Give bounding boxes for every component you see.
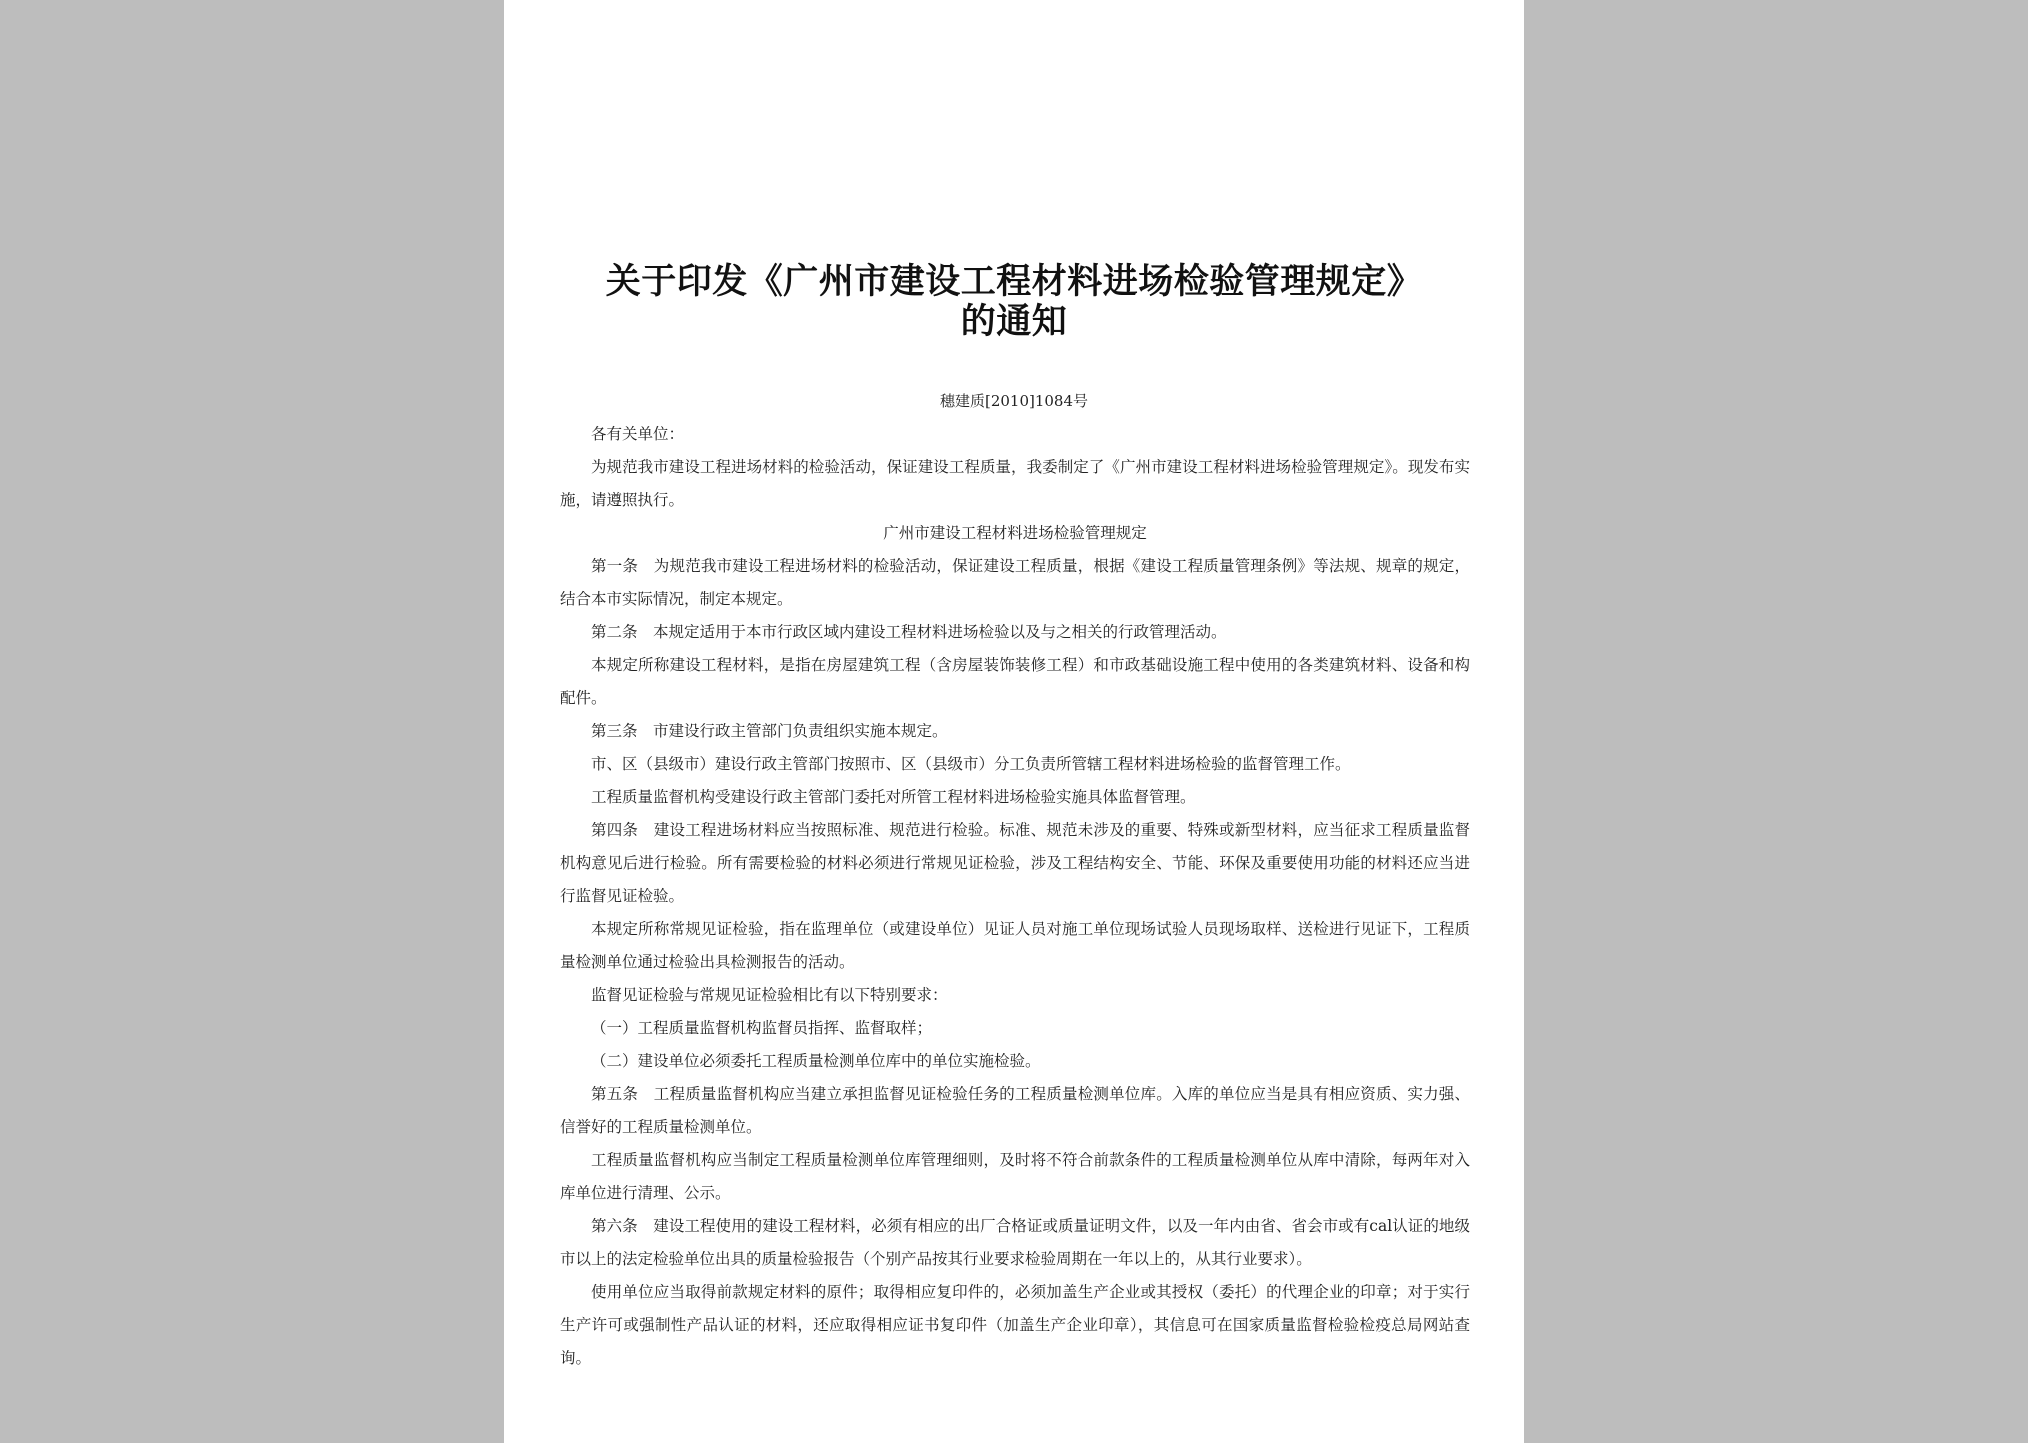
paragraph: 监督见证检验与常规见证检验相比有以下特别要求： <box>591 986 948 1004</box>
paragraph: 工程质量监督机构受建设行政主管部门委托对所管工程材料进场检验实施具体监督管理。 <box>591 788 1196 806</box>
regulation-title: 广州市建设工程材料进场检验管理规定 <box>883 524 1147 542</box>
paragraph: 市、区（县级市）建设行政主管部门按照市、区（县级市）分工负责所管辖工程材料进场检验的监督管理工作。 <box>591 755 1351 773</box>
title-line-1: 关于印发《广州市建设工程材料进场检验管理规定》 <box>605 262 1423 302</box>
paragraph: 第二条 本规定适用于本市行政区域内建设工程材料进场检验以及与之相关的行政管理活动。 <box>591 623 1227 641</box>
paragraph: 本规定所称常规见证检验，指在监理单位（或建设单位）见证人员对施工单位现场试验人员现场取样、送检进行见证下，工程质量检测单位通过检验出具检测报告的活动。 <box>560 920 1470 971</box>
paragraph: 使用单位应当取得前款规定材料的原件；取得相应复印件的，必须加盖生产企业或其授权（委托）的代理企业的印章；对于实行生产许可或强制性产品认证的材料，还应取得相应证书复印件（加盖生产企业印章），其信息可在国家质量监督检验检疫总局网站查询。 <box>560 1283 1470 1367</box>
paragraph: 第四条 建设工程进场材料应当按照标准、规范进行检验。标准、规范未涉及的重要、特殊或新型材料，应当征求工程质量监督机构意见后进行检验。所有需要检验的材料必须进行常规见证检验，涉及工程结构安全、节能、环保及重要使用功能的材料还应当进行监督见证检验。 <box>560 821 1470 905</box>
document-body <box>560 418 1470 1375</box>
paragraph: 本规定所称建设工程材料，是指在房屋建筑工程（含房屋装饰装修工程）和市政基础设施工程中使用的各类建筑材料、设备和构配件。 <box>560 656 1470 707</box>
salutation: 各有关单位： <box>591 425 685 443</box>
paragraph: 第三条 市建设行政主管部门负责组织实施本规定。 <box>591 722 948 740</box>
intro-paragraph: 为规范我市建设工程进场材料的检验活动，保证建设工程质量，我委制定了《广州市建设工程材料进场检验管理规定》。现发布实施，请遵照执行。 <box>560 458 1470 509</box>
document-page <box>504 0 1524 1443</box>
paragraph: 第六条 建设工程使用的建设工程材料，必须有相应的出厂合格证或质量证明文件，以及一年内由省、省会市或有cal认证的地级市以上的法定检验单位出具的质量检验报告（个别产品按其行业要求检验周期在一年以上的，从其行业要求）。 <box>560 1217 1470 1268</box>
document-number: 穗建质[2010]1084号 <box>939 392 1089 410</box>
title-line-2: 的通知 <box>960 302 1068 342</box>
paragraph: （二）建设单位必须委托工程质量检测单位库中的单位实施检验。 <box>591 1052 1041 1070</box>
paragraph: 第一条 为规范我市建设工程进场材料的检验活动，保证建设工程质量，根据《建设工程质量管理条例》等法规、规章的规定，结合本市实际情况，制定本规定。 <box>560 557 1470 608</box>
paragraph: 第五条 工程质量监督机构应当建立承担监督见证检验任务的工程质量检测单位库。入库的单位应当是具有相应资质、实力强、信誉好的工程质量检测单位。 <box>560 1085 1470 1136</box>
document-title <box>504 262 1524 342</box>
paragraph: 工程质量监督机构应当制定工程质量检测单位库管理细则，及时将不符合前款条件的工程质量检测单位从库中清除，每两年对入库单位进行清理、公示。 <box>560 1151 1470 1202</box>
paragraph: （一）工程质量监督机构监督员指挥、监督取样； <box>591 1019 933 1037</box>
